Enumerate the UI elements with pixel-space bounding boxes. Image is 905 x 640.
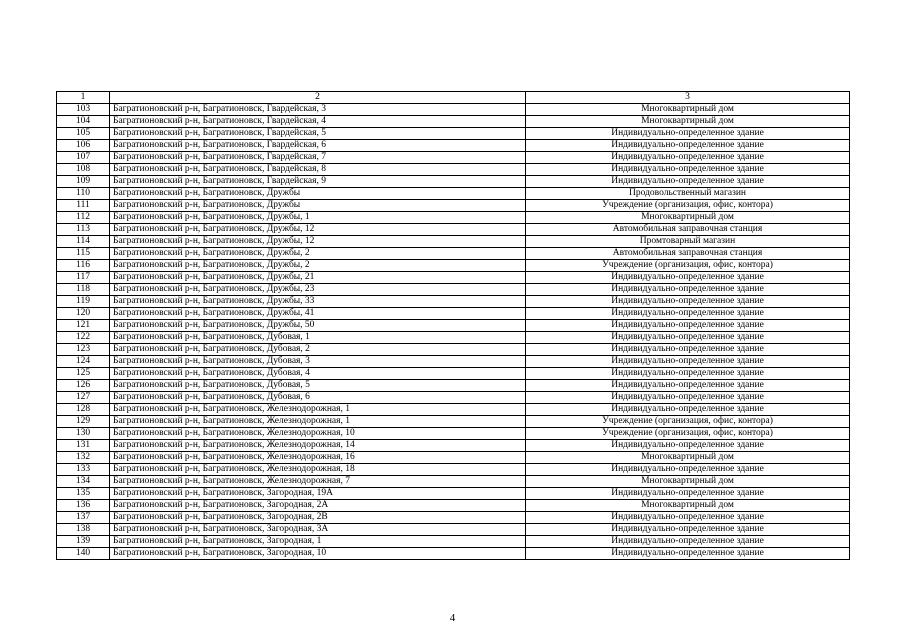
row-number: 111 xyxy=(57,200,110,212)
row-object-type: Индивидуально-определенное здание xyxy=(526,464,850,476)
row-object-type: Автомобильная заправочная станция xyxy=(526,224,850,236)
row-address: Багратионовский р-н, Багратионовск, Дружбы, 41 xyxy=(110,308,526,320)
table-row xyxy=(57,476,850,488)
row-address: Багратионовский р-н, Багратионовск, Загородная, 2В xyxy=(110,512,526,524)
row-object-type: Индивидуально-определенное здание xyxy=(526,524,850,536)
row-number: 105 xyxy=(57,128,110,140)
row-address: Багратионовский р-н, Багратионовск, Загородная, 1 xyxy=(110,536,526,548)
row-object-type: Учреждение (организация, офис, контора) xyxy=(526,416,850,428)
row-number: 110 xyxy=(57,188,110,200)
table-header-row xyxy=(57,92,850,104)
row-object-type: Многоквартирный дом xyxy=(526,212,850,224)
row-number: 120 xyxy=(57,308,110,320)
row-address: Багратионовский р-н, Багратионовск, Дружбы, 12 xyxy=(110,236,526,248)
row-number: 131 xyxy=(57,440,110,452)
row-object-type: Многоквартирный дом xyxy=(526,500,850,512)
row-number: 104 xyxy=(57,116,110,128)
row-address: Багратионовский р-н, Багратионовск, Железнодорожная, 16 xyxy=(110,452,526,464)
row-address: Багратионовский р-н, Багратионовск, Дружбы, 12 xyxy=(110,224,526,236)
row-object-type: Индивидуально-определенное здание xyxy=(526,548,850,560)
table-row xyxy=(57,236,850,248)
row-address: Багратионовский р-н, Багратионовск, Дружбы, 1 xyxy=(110,212,526,224)
row-number: 128 xyxy=(57,404,110,416)
row-number: 134 xyxy=(57,476,110,488)
row-address: Багратионовский р-н, Багратионовск, Дружбы, 33 xyxy=(110,296,526,308)
table-row xyxy=(57,440,850,452)
row-address: Багратионовский р-н, Багратионовск, Дубовая, 5 xyxy=(110,380,526,392)
row-object-type: Учреждение (организация, офис, контора) xyxy=(526,200,850,212)
table-row xyxy=(57,392,850,404)
table-row xyxy=(57,536,850,548)
table-row xyxy=(57,488,850,500)
table-body xyxy=(57,104,850,560)
row-number: 119 xyxy=(57,296,110,308)
row-number: 107 xyxy=(57,152,110,164)
row-object-type: Индивидуально-определенное здание xyxy=(526,512,850,524)
row-address: Багратионовский р-н, Багратионовск, Дубовая, 2 xyxy=(110,344,526,356)
table-row xyxy=(57,140,850,152)
row-number: 130 xyxy=(57,428,110,440)
row-number: 116 xyxy=(57,260,110,272)
row-object-type: Индивидуально-определенное здание xyxy=(526,380,850,392)
table-row xyxy=(57,464,850,476)
page-number: 4 xyxy=(449,612,456,624)
table-row xyxy=(57,524,850,536)
row-object-type: Индивидуально-определенное здание xyxy=(526,176,850,188)
row-number: 103 xyxy=(57,104,110,116)
table-row xyxy=(57,272,850,284)
table-row xyxy=(57,452,850,464)
row-address: Багратионовский р-н, Багратионовск, Дубовая, 1 xyxy=(110,332,526,344)
row-address: Багратионовский р-н, Багратионовск, Дружбы xyxy=(110,188,526,200)
row-number: 135 xyxy=(57,488,110,500)
table-row xyxy=(57,380,850,392)
row-address: Багратионовский р-н, Багратионовск, Гвардейская, 6 xyxy=(110,140,526,152)
table-row xyxy=(57,356,850,368)
table-row xyxy=(57,296,850,308)
row-address: Багратионовский р-н, Багратионовск, Железнодорожная, 10 xyxy=(110,428,526,440)
row-object-type: Многоквартирный дом xyxy=(526,116,850,128)
row-number: 115 xyxy=(57,248,110,260)
row-address: Багратионовский р-н, Багратионовск, Железнодорожная, 1 xyxy=(110,404,526,416)
row-number: 137 xyxy=(57,512,110,524)
table-row xyxy=(57,500,850,512)
row-object-type: Индивидуально-определенное здание xyxy=(526,440,850,452)
table-row xyxy=(57,224,850,236)
row-object-type: Индивидуально-определенное здание xyxy=(526,164,850,176)
row-number: 127 xyxy=(57,392,110,404)
row-object-type: Индивидуально-определенное здание xyxy=(526,320,850,332)
row-address: Багратионовский р-н, Багратионовск, Железнодорожная, 18 xyxy=(110,464,526,476)
row-number: 109 xyxy=(57,176,110,188)
table-row xyxy=(57,332,850,344)
row-address: Багратионовский р-н, Багратионовск, Гвардейская, 5 xyxy=(110,128,526,140)
row-number: 122 xyxy=(57,332,110,344)
table-row xyxy=(57,200,850,212)
row-number: 123 xyxy=(57,344,110,356)
row-object-type: Индивидуально-определенное здание xyxy=(526,536,850,548)
row-number: 139 xyxy=(57,536,110,548)
row-number: 118 xyxy=(57,284,110,296)
row-address: Багратионовский р-н, Багратионовск, Дружбы, 2 xyxy=(110,260,526,272)
table-row xyxy=(57,404,850,416)
table-row xyxy=(57,284,850,296)
row-object-type: Учреждение (организация, офис, контора) xyxy=(526,428,850,440)
row-address: Багратионовский р-н, Багратионовск, Дружбы, 21 xyxy=(110,272,526,284)
row-address: Багратионовский р-н, Багратионовск, Дружбы, 23 xyxy=(110,284,526,296)
row-object-type: Промтоварный магазин xyxy=(526,236,850,248)
row-object-type: Индивидуально-определенное здание xyxy=(526,296,850,308)
table-row xyxy=(57,260,850,272)
row-number: 136 xyxy=(57,500,110,512)
table-row xyxy=(57,104,850,116)
row-number: 125 xyxy=(57,368,110,380)
row-address: Багратионовский р-н, Багратионовск, Загородная, 3А xyxy=(110,524,526,536)
row-object-type: Автомобильная заправочная станция xyxy=(526,248,850,260)
row-number: 113 xyxy=(57,224,110,236)
table-row xyxy=(57,320,850,332)
row-number: 117 xyxy=(57,272,110,284)
row-number: 132 xyxy=(57,452,110,464)
row-object-type: Учреждение (организация, офис, контора) xyxy=(526,260,850,272)
table-row xyxy=(57,248,850,260)
row-address: Багратионовский р-н, Багратионовск, Дружбы, 50 xyxy=(110,320,526,332)
row-object-type: Индивидуально-определенное здание xyxy=(526,308,850,320)
row-object-type: Индивидуально-определенное здание xyxy=(526,392,850,404)
row-object-type: Индивидуально-определенное здание xyxy=(526,368,850,380)
row-object-type: Продовольственный магазин xyxy=(526,188,850,200)
table-row xyxy=(57,212,850,224)
document-table-container xyxy=(56,91,849,560)
table-row xyxy=(57,188,850,200)
row-object-type: Индивидуально-определенное здание xyxy=(526,332,850,344)
row-number: 114 xyxy=(57,236,110,248)
row-number: 129 xyxy=(57,416,110,428)
row-object-type: Индивидуально-определенное здание xyxy=(526,488,850,500)
row-number: 106 xyxy=(57,140,110,152)
row-object-type: Многоквартирный дом xyxy=(526,104,850,116)
row-address: Багратионовский р-н, Багратионовск, Гвардейская, 9 xyxy=(110,176,526,188)
row-address: Багратионовский р-н, Багратионовск, Загородная, 2А xyxy=(110,500,526,512)
table-row xyxy=(57,116,850,128)
row-number: 124 xyxy=(57,356,110,368)
row-address: Багратионовский р-н, Багратионовск, Дружбы, 2 xyxy=(110,248,526,260)
header-col-2: 2 xyxy=(110,92,526,104)
table-row xyxy=(57,416,850,428)
row-address: Багратионовский р-н, Багратионовск, Дубовая, 3 xyxy=(110,356,526,368)
table-row xyxy=(57,308,850,320)
row-number: 126 xyxy=(57,380,110,392)
table-row xyxy=(57,548,850,560)
row-number: 112 xyxy=(57,212,110,224)
table-row xyxy=(57,512,850,524)
row-number: 108 xyxy=(57,164,110,176)
row-address: Багратионовский р-н, Багратионовск, Железнодорожная, 1 xyxy=(110,416,526,428)
row-object-type: Индивидуально-определенное здание xyxy=(526,284,850,296)
row-address: Багратионовский р-н, Багратионовск, Дубовая, 6 xyxy=(110,392,526,404)
row-address: Багратионовский р-н, Багратионовск, Загородная, 10 xyxy=(110,548,526,560)
row-object-type: Индивидуально-определенное здание xyxy=(526,272,850,284)
row-object-type: Индивидуально-определенное здание xyxy=(526,152,850,164)
row-object-type: Индивидуально-определенное здание xyxy=(526,404,850,416)
table-row xyxy=(57,164,850,176)
row-address: Багратионовский р-н, Багратионовск, Гвардейская, 7 xyxy=(110,152,526,164)
row-object-type: Многоквартирный дом xyxy=(526,476,850,488)
row-address: Багратионовский р-н, Багратионовск, Дружбы xyxy=(110,200,526,212)
row-object-type: Многоквартирный дом xyxy=(526,452,850,464)
row-object-type: Индивидуально-определенное здание xyxy=(526,344,850,356)
row-address: Багратионовский р-н, Багратионовск, Дубовая, 4 xyxy=(110,368,526,380)
row-address: Багратионовский р-н, Багратионовск, Гвардейская, 8 xyxy=(110,164,526,176)
table-row xyxy=(57,368,850,380)
table-row xyxy=(57,128,850,140)
address-table xyxy=(56,91,850,560)
row-object-type: Индивидуально-определенное здание xyxy=(526,128,850,140)
header-col-1: 1 xyxy=(57,92,110,104)
row-number: 140 xyxy=(57,548,110,560)
row-number: 138 xyxy=(57,524,110,536)
table-row xyxy=(57,152,850,164)
row-address: Багратионовский р-н, Багратионовск, Железнодорожная, 7 xyxy=(110,476,526,488)
row-address: Багратионовский р-н, Багратионовск, Гвардейская, 3 xyxy=(110,104,526,116)
row-number: 133 xyxy=(57,464,110,476)
table-row xyxy=(57,428,850,440)
row-number: 121 xyxy=(57,320,110,332)
table-row xyxy=(57,176,850,188)
row-object-type: Индивидуально-определенное здание xyxy=(526,356,850,368)
row-address: Багратионовский р-н, Багратионовск, Железнодорожная, 14 xyxy=(110,440,526,452)
row-address: Багратионовский р-н, Багратионовск, Гвардейская, 4 xyxy=(110,116,526,128)
table-row xyxy=(57,344,850,356)
row-address: Багратионовский р-н, Багратионовск, Загородная, 19А xyxy=(110,488,526,500)
header-col-3: 3 xyxy=(526,92,850,104)
row-object-type: Индивидуально-определенное здание xyxy=(526,140,850,152)
